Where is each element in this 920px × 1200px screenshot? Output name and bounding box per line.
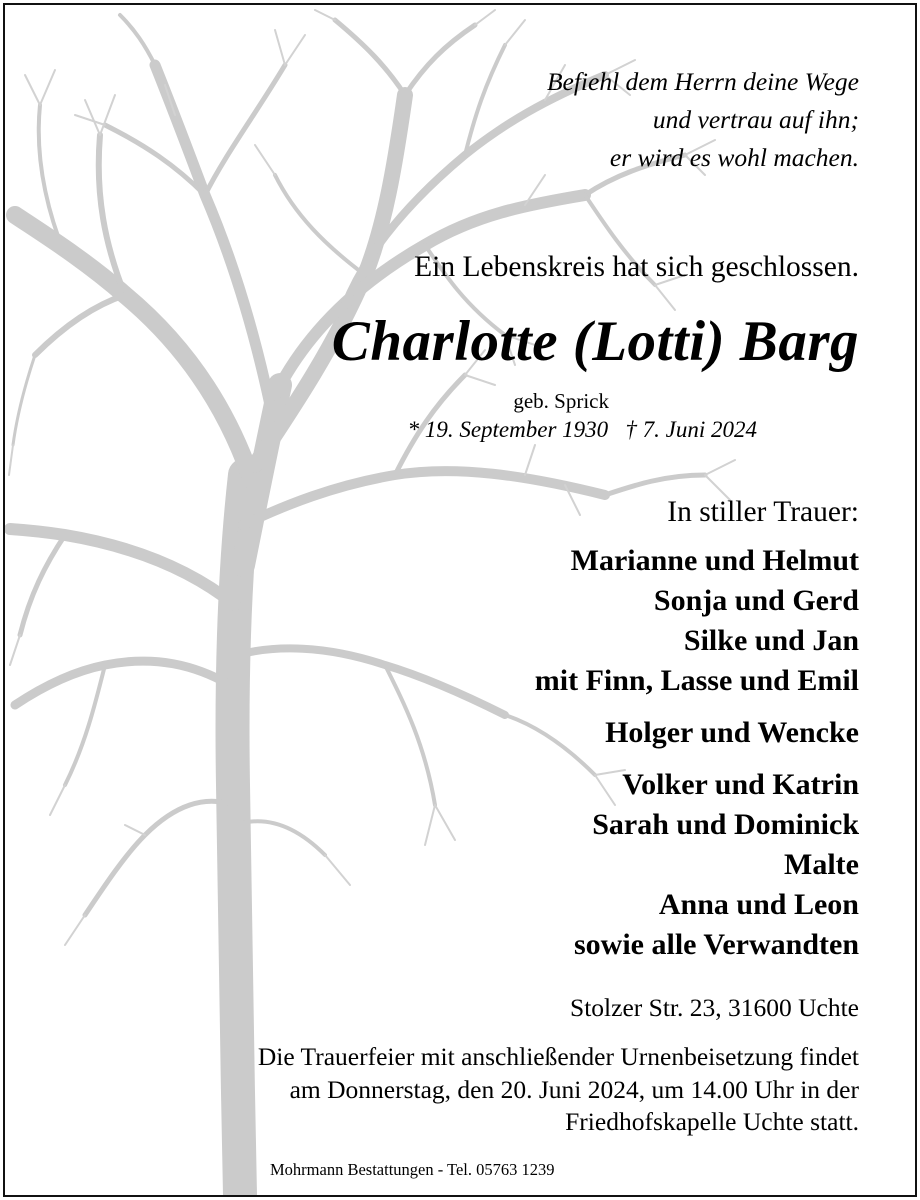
verse-line: Befiehl dem Herrn deine Wege bbox=[546, 67, 859, 96]
mourners-list bbox=[535, 541, 859, 977]
funeral-line: Friedhofskapelle Uchte statt. bbox=[565, 1107, 859, 1136]
mourner-line: Silke und Jan bbox=[683, 624, 859, 657]
mourner-group bbox=[535, 765, 859, 965]
verse-line: und vertrau auf ihn; bbox=[652, 105, 859, 134]
funeral-home-contact: Mohrmann Bestattungen - Tel. 05763 1239 bbox=[270, 1160, 555, 1179]
mourner-group bbox=[535, 713, 859, 753]
funeral-line: Die Trauerfeier mit anschließender Urnenbeisetzung findet bbox=[257, 1042, 859, 1071]
verse-line: er wird es wohl machen. bbox=[609, 143, 859, 172]
bible-verse bbox=[547, 63, 859, 177]
mourner-line: Anna und Leon bbox=[658, 888, 859, 921]
obituary-notice bbox=[3, 3, 917, 1197]
mourner-line: sowie alle Verwandten bbox=[574, 928, 859, 961]
mourner-line: Marianne und Helmut bbox=[570, 544, 859, 577]
family-address: Stolzer Str. 23, 31600 Uchte bbox=[570, 993, 859, 1022]
mourner-line: Volker und Katrin bbox=[622, 768, 859, 801]
mourner-line: Holger und Wencke bbox=[605, 716, 859, 749]
mourner-line: Sonja und Gerd bbox=[653, 584, 859, 617]
intro-line: Ein Lebenskreis hat sich geschlossen. bbox=[414, 251, 859, 283]
funeral-line: am Donnerstag, den 20. Juni 2024, um 14.00 Uhr in der bbox=[289, 1074, 859, 1104]
mourner-line: mit Finn, Lasse und Emil bbox=[534, 664, 859, 697]
mourner-group bbox=[535, 541, 859, 701]
birth-name: geb. Sprick bbox=[513, 389, 609, 413]
deceased-name: Charlotte (Lotti) Barg bbox=[331, 310, 859, 373]
funeral-details bbox=[258, 1041, 859, 1139]
mourner-line: Sarah und Dominick bbox=[592, 808, 859, 841]
mourner-line: Malte bbox=[784, 848, 859, 881]
life-dates: * 19. September 1930 † 7. Juni 2024 bbox=[407, 417, 757, 442]
mourning-heading: In stiller Trauer: bbox=[667, 496, 859, 528]
